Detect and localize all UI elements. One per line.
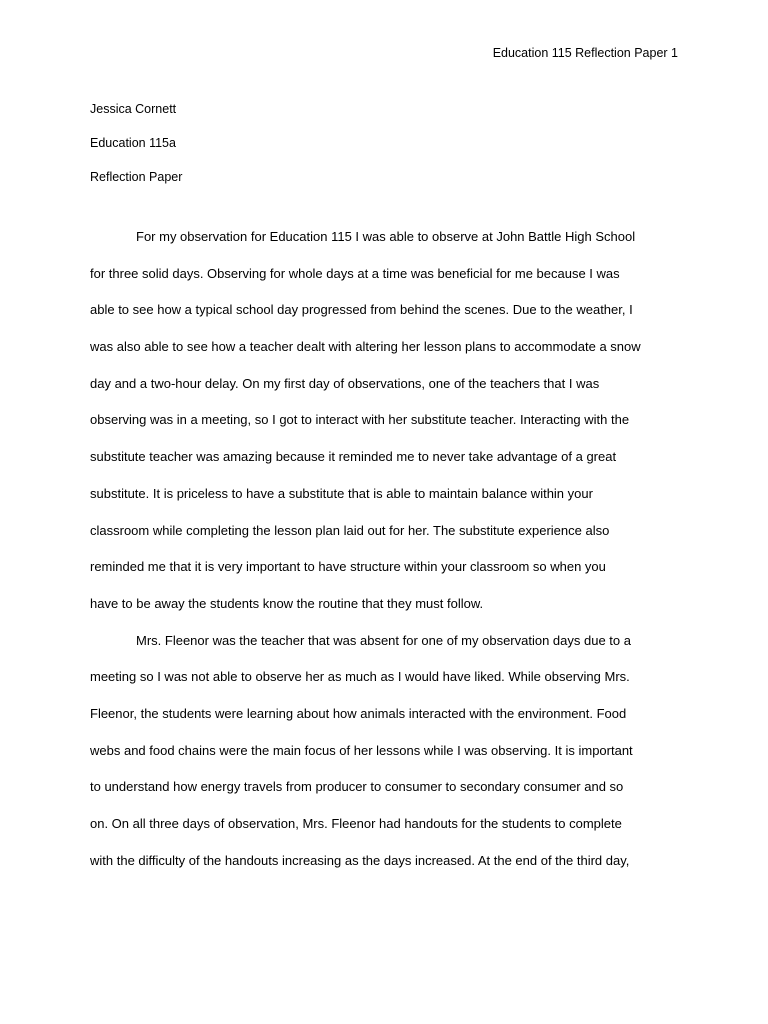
text-line: meeting so I was not able to observe her as much as I would have liked. While observing Mrs. [90,669,630,685]
text-line: substitute teacher was amazing because it reminded me to never take advantage of a great [90,449,617,465]
text-line: to understand how energy travels from producer to consumer to secondary consumer and so [90,779,624,795]
text-line: Mrs. Fleenor was the teacher that was absent for one of my observation days due to a [136,632,631,648]
author-name: Jessica Cornett [90,102,177,116]
body-text [90,225,678,885]
text-line: was also able to see how a teacher dealt with altering her lesson plans to accommodate a snow [90,339,641,355]
paper-title: Reflection Paper [90,170,183,184]
paragraph [90,225,678,629]
text-line: classroom while completing the lesson plan laid out for her. The substitute experience also [90,522,610,538]
running-header: Education 115 Reflection Paper 1 [492,46,678,60]
text-line: have to be away the students know the routine that they must follow. [90,595,484,611]
text-line: observing was in a meeting, so I got to interact with her substitute teacher. Interacting with the [90,412,630,428]
text-line: Fleenor, the students were learning about how animals interacted with the environment. Food [90,705,627,721]
text-line: webs and food chains were the main focus of her lessons while I was observing. It is important [90,742,633,758]
text-line: for three solid days. Observing for whole days at a time was beneficial for me because I was [90,265,620,281]
text-line: with the difficulty of the handouts increasing as the days increased. At the end of the third day, [90,852,630,868]
paragraph [90,629,678,886]
text-line: reminded me that it is very important to have structure within your classroom so when you [90,559,606,575]
heading-block [90,92,680,194]
text-line: day and a two-hour delay. On my first day of observations, one of the teachers that I was [90,375,600,391]
text-line: For my observation for Education 115 I was able to observe at John Battle High School [136,229,636,244]
text-line: able to see how a typical school day progressed from behind the scenes. Due to the weather, I [90,302,633,318]
text-line: substitute. It is priceless to have a substitute that is able to maintain balance within your [90,485,593,501]
course-name: Education 115a [90,136,176,150]
text-line: on. On all three days of observation, Mrs. Fleenor had handouts for the students to complete [90,816,622,831]
